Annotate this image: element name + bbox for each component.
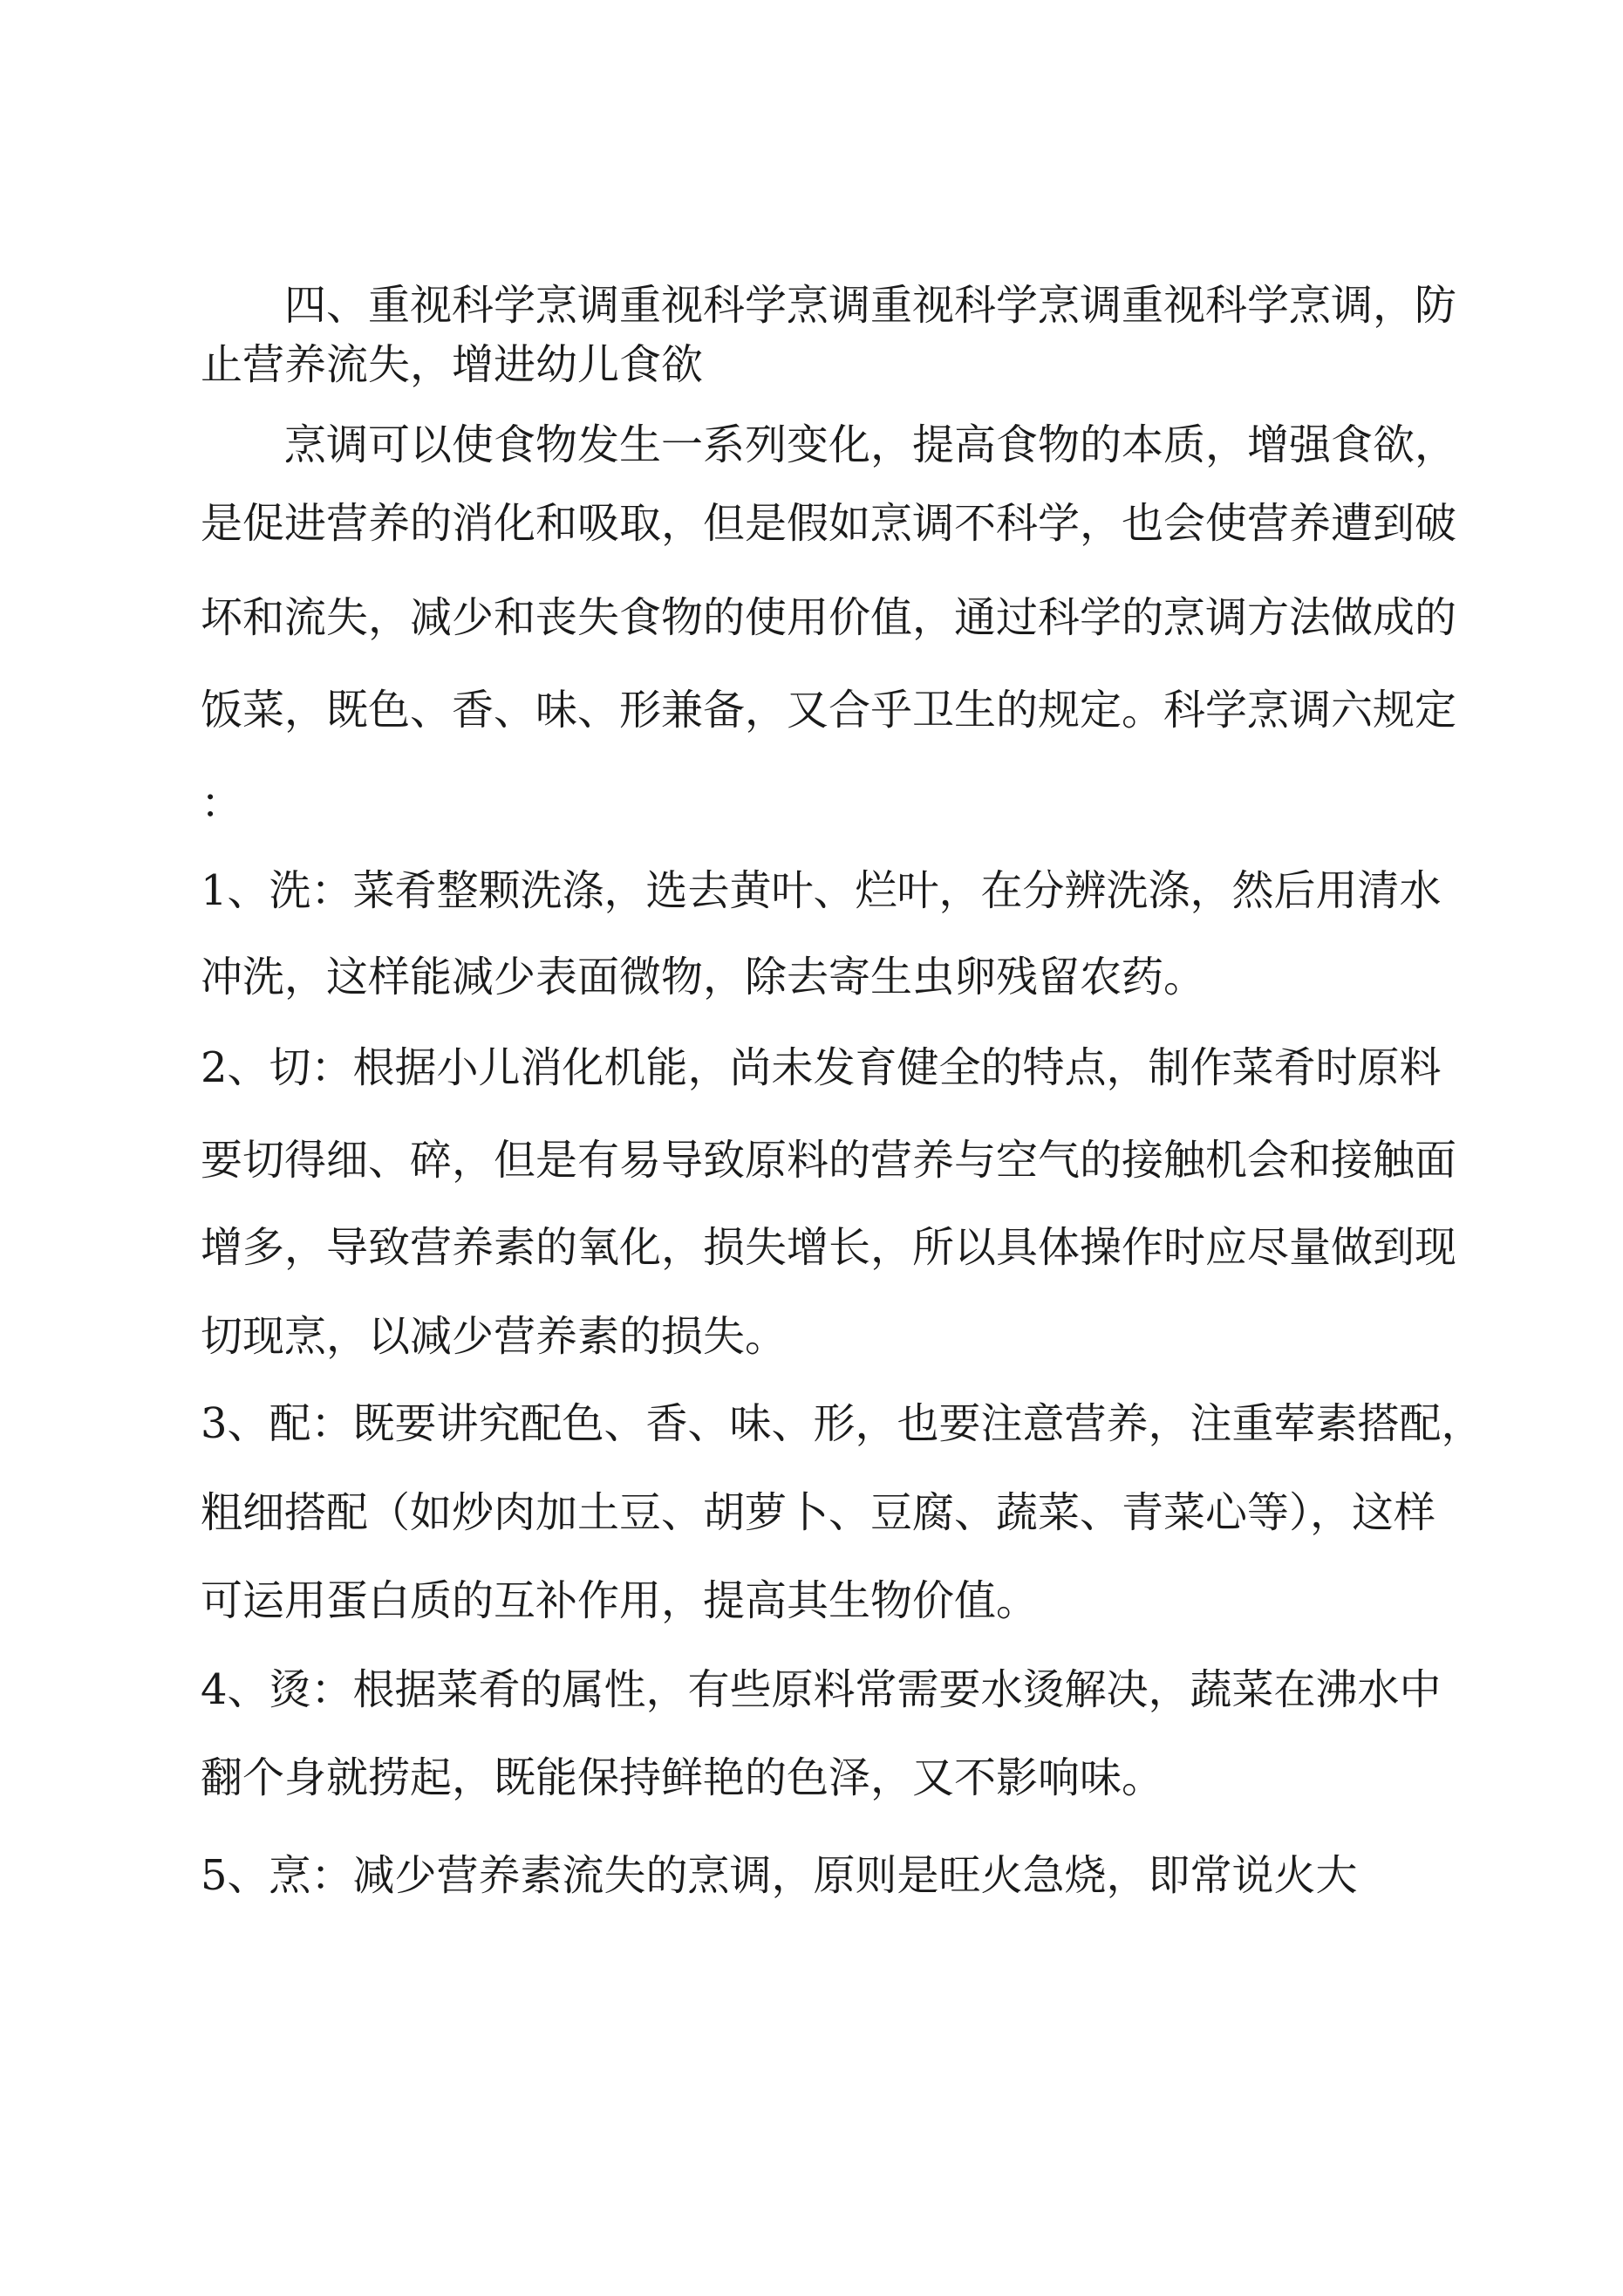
intro-line-1: 烹调可以使食物发生一系列变化，提高食物的本质，增强食欲， — [201, 420, 1457, 469]
section-heading-line-1: 四、重视科学烹调重视科学烹调重视科学烹调重视科学烹调，防 — [201, 281, 1457, 330]
item-4-line-1: 4、烫：根据菜肴的属性，有些原料常需要水烫解决，蔬菜在沸水中 — [201, 1665, 1442, 1714]
intro-line-4: 饭菜，既色、香、味、形兼备，又合乎卫生的规定。科学烹调六规定 — [201, 686, 1457, 735]
item-4-line-2: 翻个身就捞起，既能保持鲜艳的色泽，又不影响味。 — [201, 1753, 1164, 1802]
item-2-line-3: 增多，导致营养素的氧化，损失增长，所以具体操作时应尽量做到现 — [201, 1223, 1457, 1272]
item-2-line-4: 切现烹，以减少营养素的损失。 — [201, 1312, 788, 1361]
item-1-line-2: 冲洗，这样能减少表面微物，除去寄生虫卵残留农药。 — [201, 953, 1206, 1001]
item-1-line-1: 1、洗：菜肴整颗洗涤，选去黄叶、烂叶，在分辨洗涤，然后用清水 — [201, 866, 1442, 915]
item-2-line-1: 2、切：根据小儿消化机能，尚未发育健全的特点，制作菜肴时原料 — [201, 1043, 1442, 1092]
item-2-line-2: 要切得细、碎，但是有易导致原料的营养与空气的接触机会和接触面 — [201, 1136, 1457, 1185]
item-3-line-1: 3、配：既要讲究配色、香、味、形，也要注意营养，注重荤素搭配， — [201, 1399, 1483, 1448]
item-3-line-3: 可运用蛋白质的互补作用，提高其生物价值。 — [201, 1576, 1039, 1625]
item-3-line-2: 粗细搭配（如炒肉加土豆、胡萝卜、豆腐、蔬菜、青菜心等），这样 — [201, 1488, 1436, 1537]
section-heading-line-2: 止营养流失，增进幼儿食欲 — [201, 340, 704, 389]
intro-line-2: 是促进营养的消化和吸取，但是假如烹调不科学，也会使营养遭到破 — [201, 499, 1457, 548]
item-5-line-1: 5、烹：减少营养素流失的烹调，原则是旺火急烧，即常说火大 — [201, 1851, 1358, 1900]
intro-line-3: 坏和流失，减少和丧失食物的使用价值，通过科学的烹调方法做成的 — [201, 593, 1457, 642]
intro-line-5: ： — [201, 779, 243, 828]
